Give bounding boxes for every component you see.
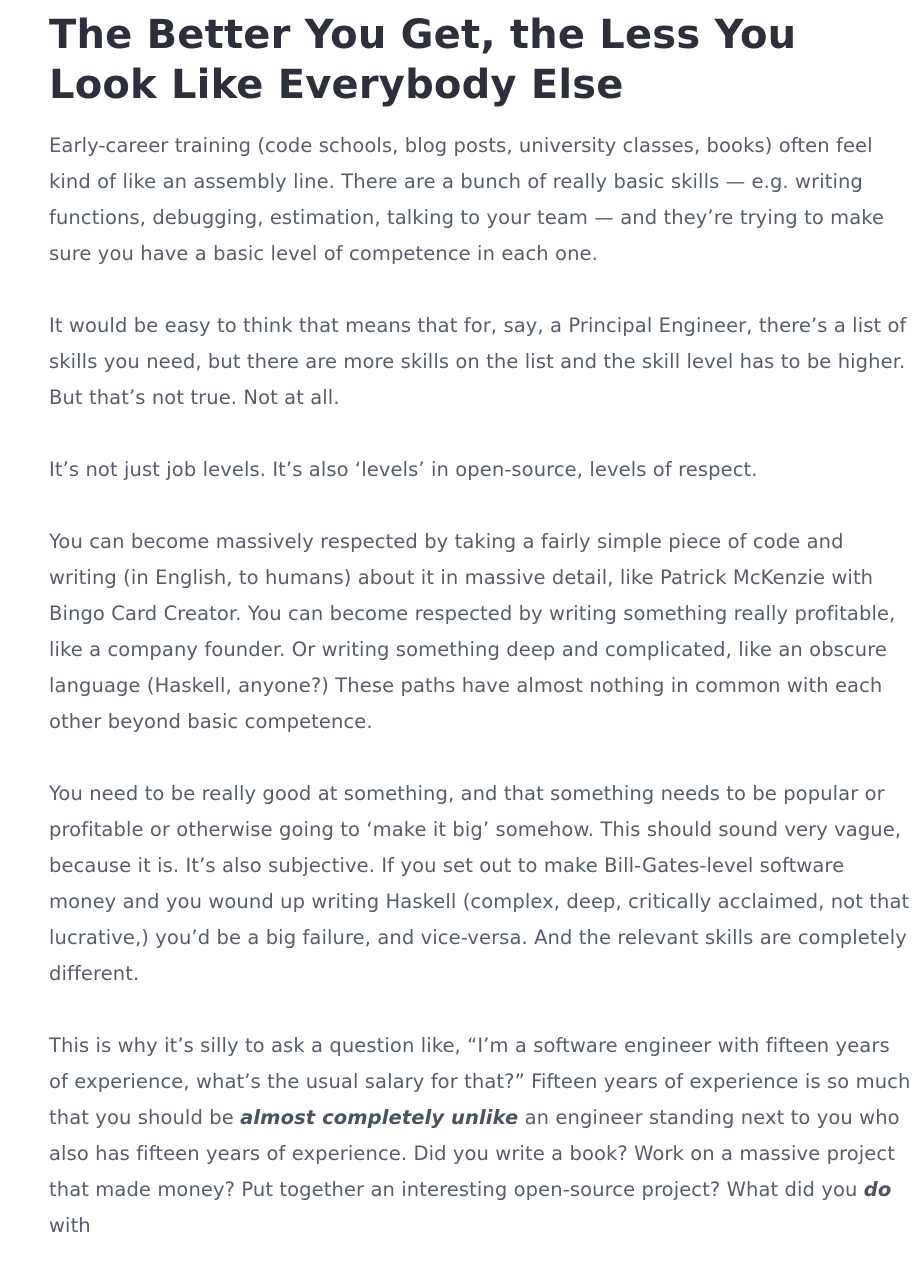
paragraph-5: You need to be really good at something, and that something needs to be popular or profitable or otherwise going to ‘make it big’ somehow. This should sound very vague, because it is. It’s also subjective. If you set out to make Bill-Gates-level software money and you wound up writing Haskell (complex, deep, critically acclaimed, not that lucrative,) you’d be a big failure, and vice-versa. And the relevant skills are completely different. bbox=[49, 782, 910, 985]
paragraph-6-text-b: an engineer standing next to you who also has fifteen years of experience. Did you write a book? Work on a massive project that made money? Put together an interesting open-source project? What did you bbox=[49, 1106, 900, 1201]
article-title: The Better You Get, the Less You Look Like Everybody Else bbox=[49, 12, 797, 108]
emphasis-do: do bbox=[863, 1178, 892, 1201]
paragraph-4: You can become massively respected by taking a fairly simple piece of code and writing (in English, to humans) about it in massive detail, like Patrick McKenzie with Bingo Card Creator. You can become respected by writing something really profitable, like a company founder. Or writing something deep and complicated, like an obscure language (Haskell, anyone?) These paths have almost nothing in common with each other beyond basic competence. bbox=[49, 530, 896, 733]
paragraph-1: Early-career training (code schools, blog posts, university classes, books) often feel kind of like an assembly line. There are a bunch of really basic skills — e.g. writing functions, debugging, estimation, talking to your team — and they’re trying to make sure you have a basic level of competence in each one. bbox=[49, 134, 885, 265]
article bbox=[49, 10, 911, 1280]
paragraph-6 bbox=[49, 1028, 911, 1244]
paragraph-6-text-a: This is why it’s silly to ask a question like, “I’m a software engineer with fifteen years of experience, what’s the usual salary for that?” Fifteen years of experience is so much that you should be bbox=[49, 1034, 911, 1129]
paragraph-6-text-c: with bbox=[49, 1214, 91, 1237]
emphasis-almost-completely-unlike: almost completely unlike bbox=[240, 1106, 519, 1129]
paragraph-3: It’s not just job levels. It’s also ‘levels’ in open-source, levels of respect. bbox=[49, 458, 758, 481]
paragraph-2: It would be easy to think that means that for, say, a Principal Engineer, there’s a list of skills you need, but there are more skills on the list and the skill level has to be higher. But that’s not true. Not at all. bbox=[49, 314, 907, 409]
